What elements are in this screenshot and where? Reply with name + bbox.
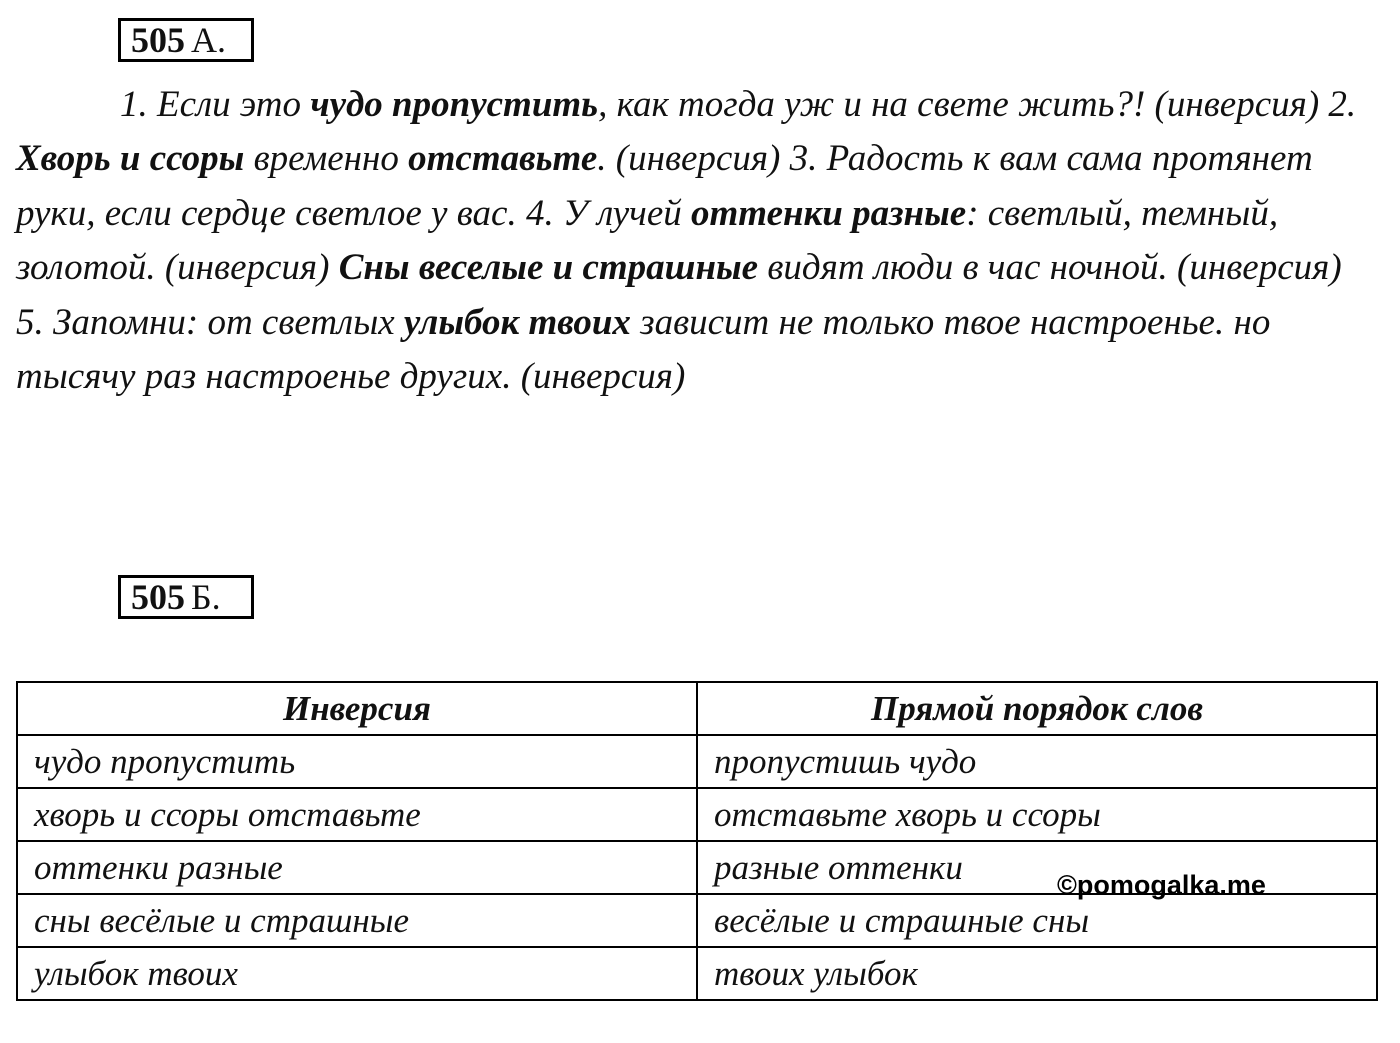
text-segment: зависит не только твое настроенье. но тысячу раз настроенье других. (инверсия) <box>16 301 1271 398</box>
column-header-direct-order: Прямой порядок слов <box>697 682 1377 735</box>
highlighted-phrase: оттенки разные <box>691 192 967 234</box>
exercise-text <box>16 78 1371 404</box>
highlighted-phrase: Хворь и ссоры <box>16 138 245 180</box>
text-segment: , как тогда уж и на свете жить?! (инверсия) 2. <box>598 84 1357 125</box>
exercise-number: 505 <box>131 20 185 60</box>
column-header-inversion: Инверсия <box>17 682 697 735</box>
highlighted-phrase: улыбок твоих <box>403 301 631 343</box>
table-cell: твоих улыбок <box>697 947 1377 1000</box>
table-cell: весёлые и страшные сны <box>697 894 1377 947</box>
table-header-row <box>17 682 1377 735</box>
inversion-table <box>16 681 1378 1001</box>
highlighted-phrase: отставьте <box>408 138 598 180</box>
exercise-letter: Б. <box>191 577 221 617</box>
table-cell: пропустишь чудо <box>697 735 1377 788</box>
exercise-label-505a <box>118 18 254 62</box>
text-segment: : светлый, темный, золотой. (инверсия) <box>16 192 1279 289</box>
exercise-letter: А. <box>191 20 226 60</box>
table-cell: отставьте хворь и ссоры <box>697 788 1377 841</box>
table-cell: разные оттенки <box>697 841 1377 894</box>
table-cell: сны весёлые и страшные <box>17 894 697 947</box>
text-segment: 1. Если это <box>120 84 311 125</box>
table-row <box>17 947 1377 1000</box>
text-segment: временно <box>244 138 409 180</box>
highlighted-phrase: Сны веселые и страшные <box>338 247 759 289</box>
table-cell: улыбок твоих <box>17 947 697 1000</box>
table-cell: оттенки разные <box>17 841 697 894</box>
table-cell: чудо пропустить <box>17 735 697 788</box>
text-segment: видят люди в час ночной. (инверсия) 5. Запомни: от светлых <box>16 247 1342 343</box>
highlighted-phrase: чудо пропустить <box>310 84 599 125</box>
table-row <box>17 894 1377 947</box>
table-row <box>17 788 1377 841</box>
text-segment: . (инверсия) 3. Радость к вам сама протянет руки, если сердце светлое у вас. 4. У лучей <box>16 138 1313 234</box>
watermark: ©pomogalka.me <box>1057 870 1266 900</box>
table-row <box>17 735 1377 788</box>
exercise-label-505b <box>118 575 254 619</box>
table-cell: хворь и ссоры отставьте <box>17 788 697 841</box>
exercise-number: 505 <box>131 577 185 617</box>
